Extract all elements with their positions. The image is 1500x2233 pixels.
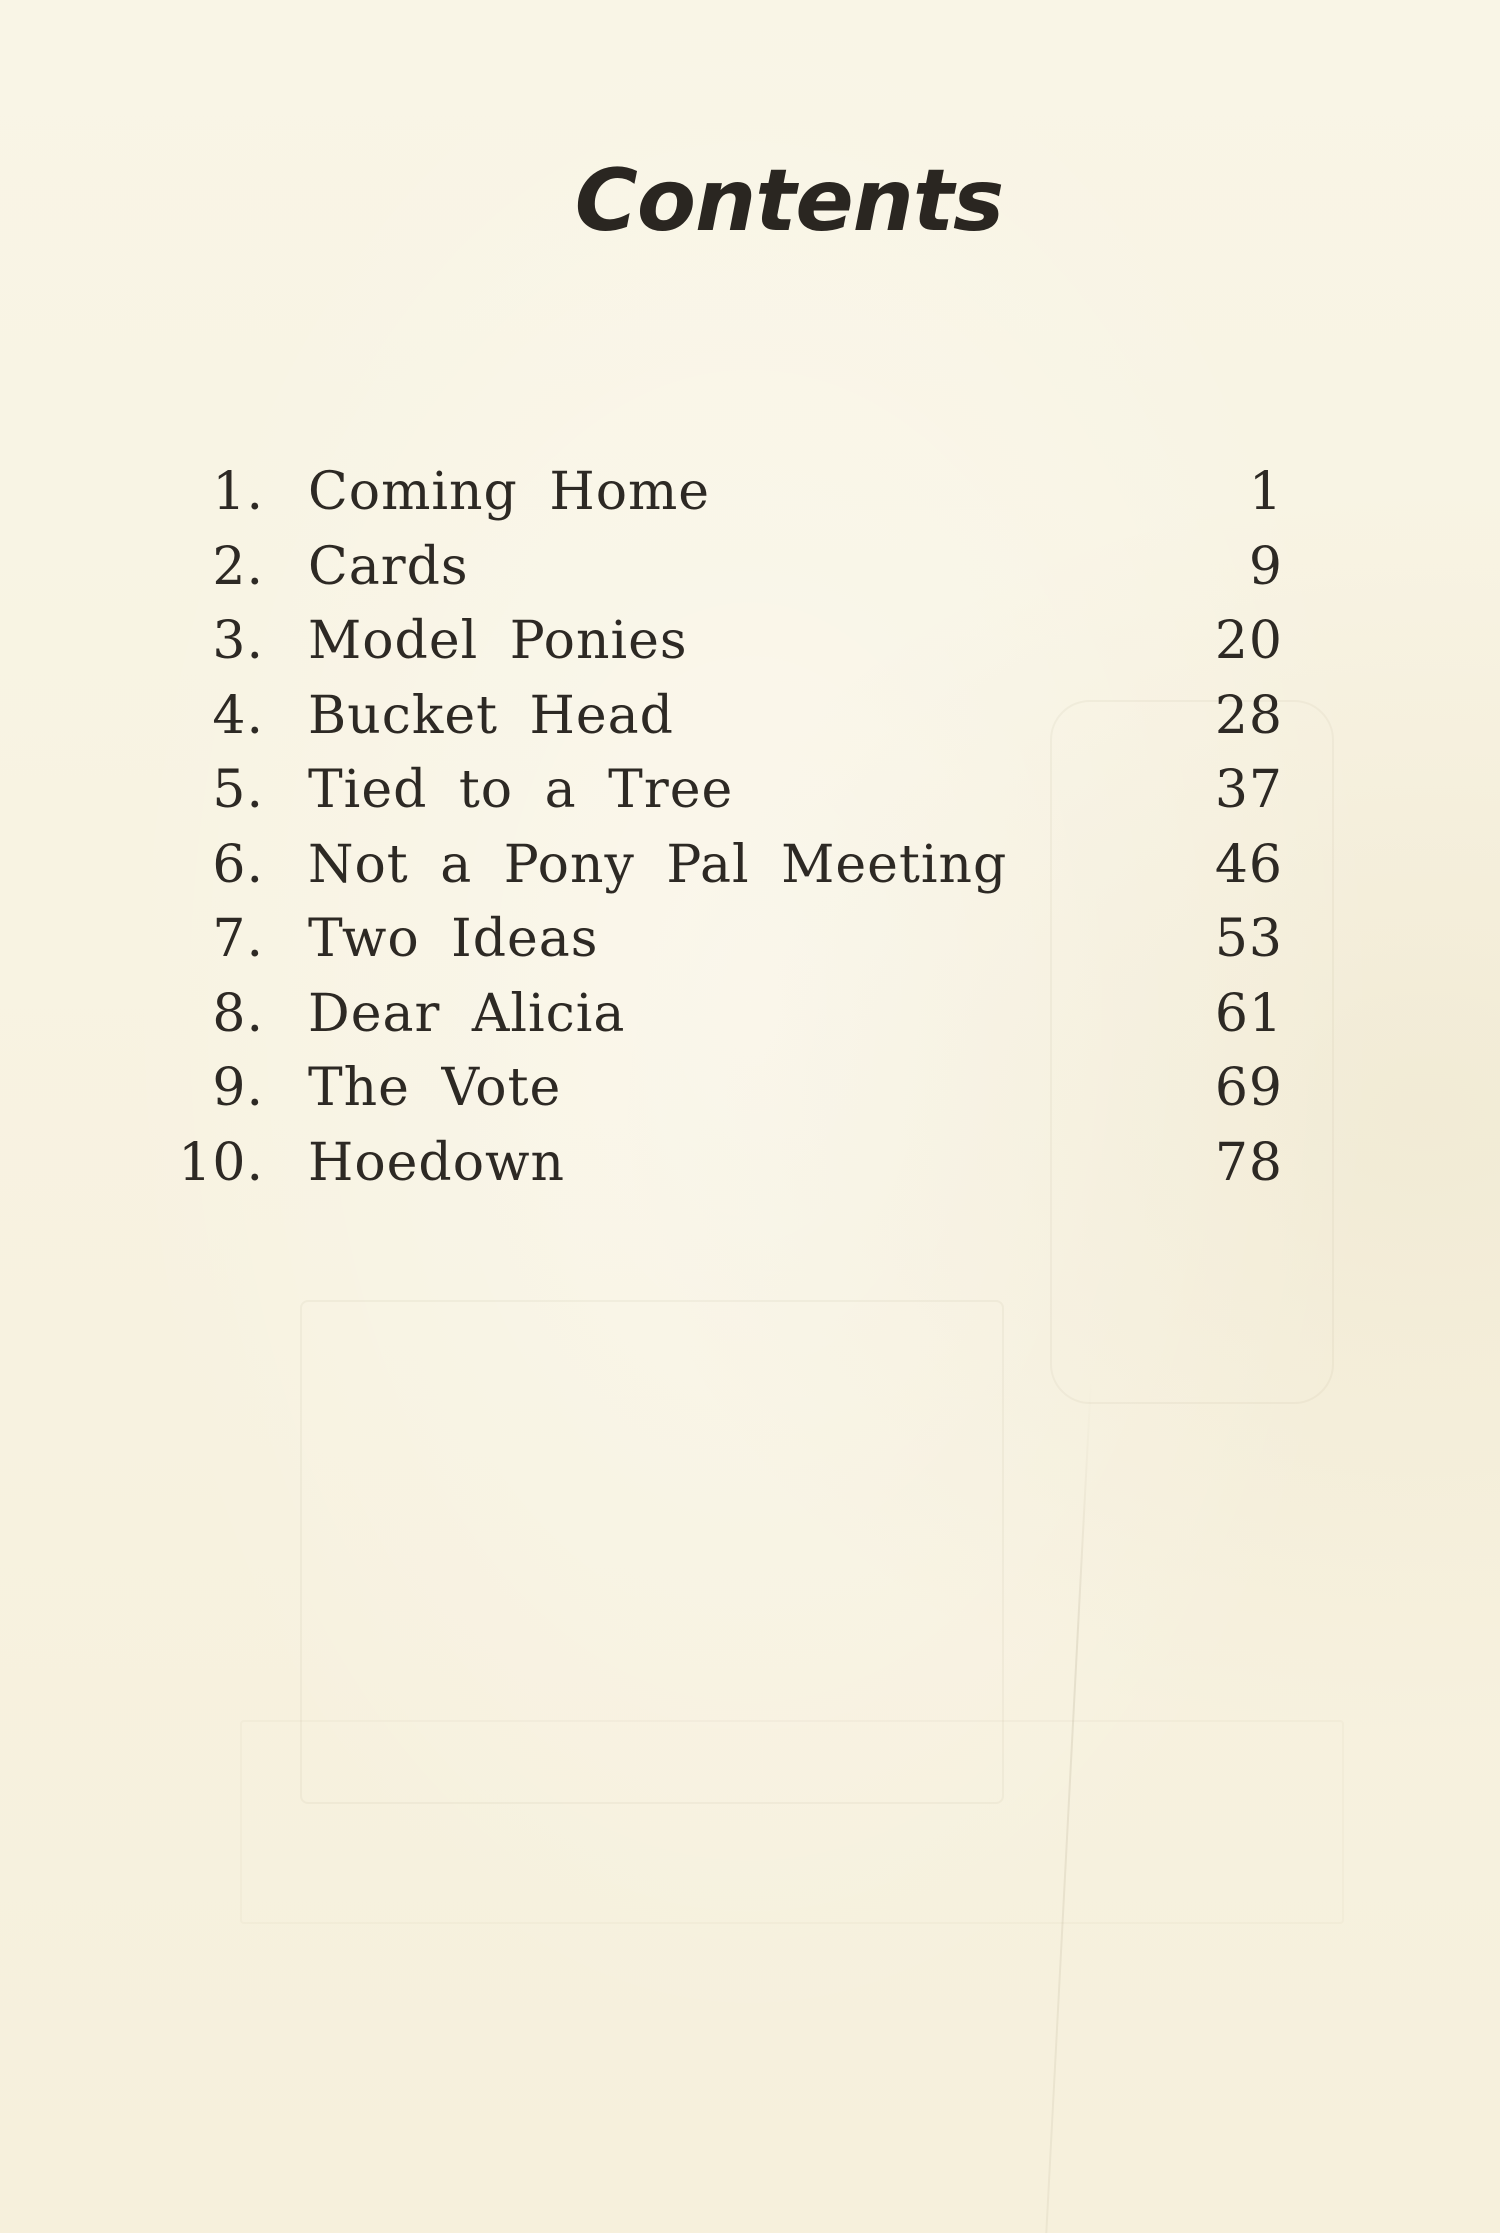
chapter-number: 8. [212,983,264,1044]
chapter-title: Hoedown [308,1132,566,1193]
chapter-title: Bucket Head [308,685,674,746]
chapter-title: Two Ideas [308,909,599,969]
toc-entry [0,977,1500,1052]
chapter-title: Dear Alicia [308,983,626,1044]
chapter-title: Model Ponies [308,611,688,671]
chapter-title: The Vote [308,1058,562,1118]
chapter-page-number: 9 [1248,536,1283,597]
show-through-mark [300,1300,1004,1804]
chapter-title: Not a Pony Pal Meeting [308,834,1008,895]
toc-entry [0,455,1500,530]
chapter-number: 1. [212,462,264,522]
chapter-number: 5. [212,760,264,820]
chapter-page-number: 46 [1214,834,1283,895]
chapter-page-number: 53 [1214,909,1283,969]
toc-entry [0,1051,1500,1126]
chapter-page-number: 28 [1214,685,1283,746]
toc-entry [0,1126,1500,1201]
chapter-number: 10. [178,1132,264,1193]
toc-entry [0,828,1500,903]
chapter-page-number: 20 [1214,611,1283,671]
chapter-page-number: 37 [1214,760,1283,820]
chapter-number: 7. [212,909,264,969]
toc-entry [0,530,1500,605]
chapter-page-number: 1 [1248,462,1283,522]
chapter-number: 4. [212,685,264,746]
chapter-title: Tied to a Tree [308,760,734,820]
chapter-number: 3. [212,611,264,671]
toc-entry [0,902,1500,977]
show-through-mark [240,1720,1344,1924]
chapter-page-number: 61 [1214,983,1283,1044]
toc-entry [0,679,1500,754]
chapter-number: 9. [212,1058,264,1118]
chapter-page-number: 69 [1214,1058,1283,1118]
paper-crease [1045,1380,1092,2233]
chapter-title: Coming Home [308,462,711,522]
toc-entry [0,753,1500,828]
page-title: Contents [574,150,1004,251]
table-of-contents [0,455,1500,1200]
chapter-number: 6. [212,834,264,895]
toc-entry [0,604,1500,679]
chapter-title: Cards [308,536,469,597]
chapter-page-number: 78 [1214,1132,1283,1193]
chapter-number: 2. [212,536,264,597]
